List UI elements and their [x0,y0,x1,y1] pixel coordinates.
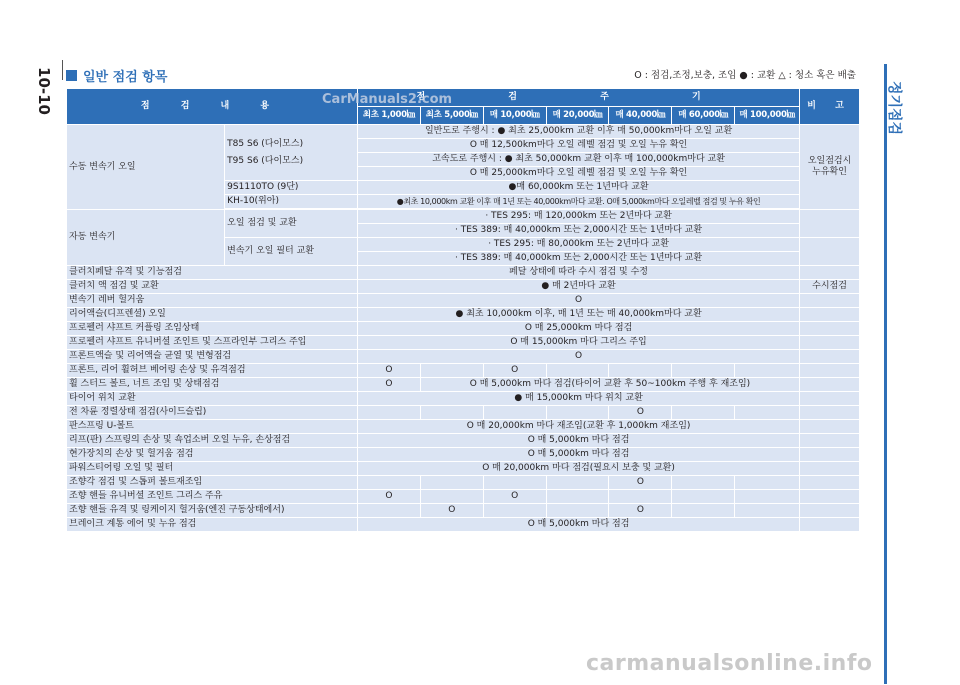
row-remark [800,308,860,322]
row-label: 프로펠러 샤프트 유니버셜 조인트 및 스프라인부 그리스 주입 [67,336,358,350]
row-remark [800,322,860,336]
row-label: 파워스티어링 오일 및 필터 [67,462,358,476]
row-label: 브레이크 계통 에어 및 누유 점검 [67,518,358,532]
row-text: 페달 상태에 따라 수시 점검 및 수정 [358,266,800,280]
period-cell [609,490,672,504]
auto-text2: · TES 389: 매 40,000km 또는 2,000시간 또는 1년마다 교환 [358,224,800,238]
row-text: O 매 5,000km 마다 점검 [358,518,800,532]
manual-oil-text1: 일반도로 주행시 : ● 최초 25,000km 교환 이후 매 50,000km마다 오일 교환 [358,125,800,139]
table-row [67,280,860,294]
auto-text3: · TES 295: 매 80,000km 또는 2년마다 교환 [358,238,800,252]
row-remark [800,378,860,392]
auto-label: 자동 변속기 [67,210,225,266]
table-row [67,490,860,504]
row-remark [800,462,860,476]
row-text: O 매 5,000km 마다 점검 [358,448,800,462]
row-remark [800,364,860,378]
table-row [67,392,860,406]
period-cell [672,364,735,378]
period-cell [420,364,483,378]
table-row [67,476,860,490]
section-title-text: 일반 점검 항목 [83,70,168,85]
row-label: 프론트, 리어 휠허브 베어링 손상 및 유격점검 [67,364,358,378]
row-text: ● 매 2년마다 교환 [358,280,800,294]
table-row [67,308,860,322]
row-remark [800,266,860,280]
period-cell [672,476,735,490]
row-text: O 매 20,000km 마다 재조임(교환 후 1,000km 재조임) [358,420,800,434]
period-header: 매 100,000㎞ [735,107,800,125]
maintenance-table [66,88,860,532]
row-text: O 매 5,000km 마다 점검(타이어 교환 후 50~100km 주행 후 재조임) [420,378,799,392]
manual-oil-remark: 오일점검시 누유확인 [800,125,860,210]
row-label: 휠 스터드 볼트, 너트 조임 및 상태점검 [67,378,358,392]
period-header: 매 10,000㎞ [483,107,546,125]
auto-text4: · TES 389: 매 40,000km 또는 2,000시간 또는 1년마다 교환 [358,252,800,266]
side-tab-bar [884,64,887,684]
period-cell [735,406,800,420]
period-cell [358,406,421,420]
row-label: 프론트액슬 및 리어액슬 균열 및 변형점검 [67,350,358,364]
auto-sub1: 오일 점검 및 교환 [225,210,358,238]
table-row [67,504,860,518]
row-text: O [358,350,800,364]
row-remark [800,518,860,532]
manual-oil-sub1: T85 S6 (다이모스) T95 S6 (다이모스) [225,125,358,181]
row-remark [800,490,860,504]
table-row [67,420,860,434]
header-remark: 비 고 [800,89,860,125]
manual-oil-label: 수동 변속기 오일 [67,125,225,210]
row-label: 프로펠러 샤프트 커플링 조임상태 [67,322,358,336]
row-text: ● 매 15,000km 마다 위치 교환 [358,392,800,406]
period-cell: O [609,504,672,518]
manual-oil-text6: ●최초 10,000km 교환 이후 매 1년 또는 40,000km마다 교환. O매 5,000km마다 오일레벨 점검 및 누유 확인 [358,195,800,209]
table-row [67,266,860,280]
period-cell [735,476,800,490]
row-label: 변속기 레버 헐거움 [67,294,358,308]
period-header: 매 20,000㎞ [546,107,609,125]
period-cell [483,476,546,490]
period-header: 최초 5,000㎞ [420,107,483,125]
row-label: 클러치 액 점검 및 교환 [67,280,358,294]
manual-oil-sub3: KH-10(위아) [225,195,358,209]
period-cell [420,406,483,420]
row-label: 판스프링 U-볼트 [67,420,358,434]
period-cell [735,364,800,378]
row-label: 클러치페달 유격 및 기능점검 [67,266,358,280]
watermark-top: CarManuals2.com [322,92,453,107]
period-cell [609,364,672,378]
row-text: O 매 15,000km 마다 그리스 주입 [358,336,800,350]
header-period: 점 검 주 기 [358,89,800,107]
row-label: 리어액슬(디프렌셜) 오일 [67,308,358,322]
period-cell: O [483,490,546,504]
row-remark [800,504,860,518]
table-row [67,406,860,420]
period-cell [546,504,609,518]
period-cell [546,406,609,420]
period-cell: O [483,364,546,378]
row-label: 리프(판) 스프링의 손상 및 쇽업소버 오일 누유, 손상점검 [67,434,358,448]
header-item: 점 검 내 용 [67,89,358,125]
period-header: 최초 1,000㎞ [358,107,421,125]
period-cell: O [358,490,421,504]
period-cell [672,490,735,504]
page-divider [62,60,63,80]
row-remark [800,336,860,350]
table-row [67,336,860,350]
row-text: O 매 5,000km 마다 점검 [358,434,800,448]
period-cell [546,364,609,378]
row-remark [800,420,860,434]
auto-remark1 [800,210,860,238]
row-remark [800,294,860,308]
period-header: 매 40,000㎞ [609,107,672,125]
period-cell [735,490,800,504]
table-row [67,378,860,392]
manual-oil-text4: O 매 25,000km마다 오일 레벨 점검 및 오일 누유 확인 [358,167,800,181]
period-cell [672,504,735,518]
period-cell [735,504,800,518]
manual-oil-text3: 고속도로 주행시 : ● 최초 50,000km 교환 이후 매 100,000km마다 교환 [358,153,800,167]
period-cell [546,476,609,490]
side-tab[interactable] [884,64,906,684]
table-row [67,448,860,462]
period-cell: O [358,378,421,392]
row-label: 조향각 점검 및 스톱퍼 볼트재조임 [67,476,358,490]
row-remark [800,448,860,462]
table-row [67,434,860,448]
table-row [67,294,860,308]
period-cell [483,504,546,518]
table-row [67,322,860,336]
row-remark [800,476,860,490]
period-cell [672,406,735,420]
row-text: O 매 20,000km 마다 점검(필요시 보충 및 교환) [358,462,800,476]
row-label: 조향 핸들 유격 및 링케이지 헐거움(엔진 구동상태에서) [67,504,358,518]
row-label: 조향 핸들 유니버셜 조인트 그리스 주유 [67,490,358,504]
page-number: 10-10 [34,67,53,115]
period-cell [358,476,421,490]
period-cell: O [609,476,672,490]
auto-remark2 [800,238,860,266]
row-label: 현가장치의 손상 및 헐거움 점검 [67,448,358,462]
period-cell [483,406,546,420]
period-cell [420,490,483,504]
period-cell: O [358,364,421,378]
period-cell: O [420,504,483,518]
row-text: O 매 25,000km 마다 점검 [358,322,800,336]
row-label: 타이어 위치 교환 [67,392,358,406]
period-cell [546,490,609,504]
row-remark [800,350,860,364]
legend: O : 점검,조정,보충, 조임 ● : 교환 △ : 청소 혹은 배출 [634,70,856,81]
auto-text1: · TES 295: 매 120,000km 또는 2년마다 교환 [358,210,800,224]
row-remark [800,392,860,406]
row-remark [800,406,860,420]
period-cell [420,476,483,490]
manual-oil-sub2: 9S1110TO (9단) [225,181,358,195]
table-row [67,350,860,364]
row-remark: 수시점검 [800,280,860,294]
row-text: ● 최초 10,000km 이후, 매 1년 또는 매 40,000km마다 교환 [358,308,800,322]
square-bullet-icon [66,70,77,81]
period-cell: O [609,406,672,420]
auto-sub2: 변속기 오일 필터 교환 [225,238,358,266]
table-row [67,364,860,378]
table-row [67,518,860,532]
manual-oil-text5: ●매 60,000km 또는 1년마다 교환 [358,181,800,195]
side-tab-label: 정기점검 [886,80,903,136]
period-header: 매 60,000㎞ [672,107,735,125]
table-row [67,462,860,476]
watermark-bottom: carmanualsonline.info [586,651,873,676]
period-cell [358,504,421,518]
row-label: 전 차륜 정렬상태 점검(사이드슬립) [67,406,358,420]
manual-oil-text2: O 매 12,500km마다 오일 레벨 점검 및 오일 누유 확인 [358,139,800,153]
row-text: O [358,294,800,308]
row-remark [800,434,860,448]
section-title [66,66,167,85]
